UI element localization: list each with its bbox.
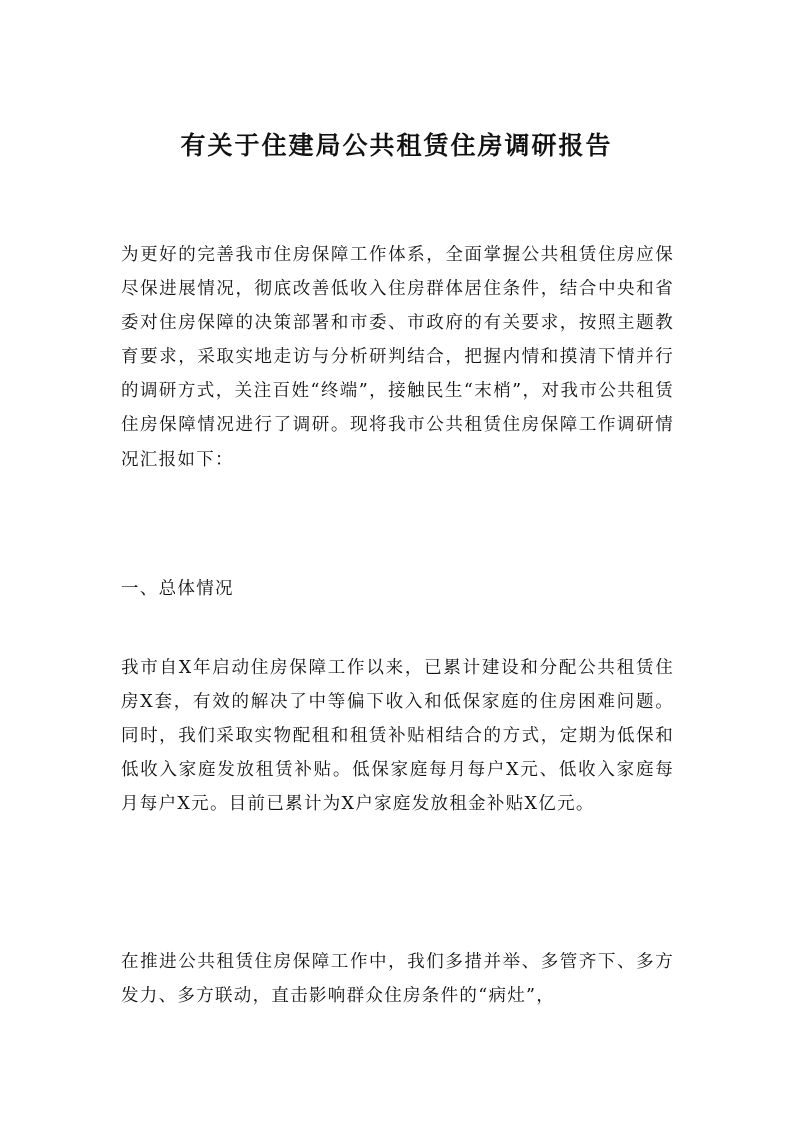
document-title: 有关于住建局公共租赁住房调研报告 (180, 131, 613, 160)
section-heading: 一、总体情况 (121, 579, 234, 599)
intro-paragraph: 为更好的完善我市住房保障工作体系，全面掌握公共租赁住房应保尽保进展情况，彻底改善低收入住房群体居住条件，结合中央和省委对住房保障的决策部署和市委、市政府的有关要求，按照主题教育要求，采取实地走访与分析研判结合，把握内情和摸清下情并行的调研方式，关注百姓“终端”，接触民生“末梢”，对我市公共租赁住房保障情况进行了调研。现将我市公共租赁住房保障工作调研情况汇报如下： (121, 245, 674, 470)
overview-paragraph: 我市自X年启动住房保障工作以来，已累计建设和分配公共租赁住房X套，有效的解决了中等偏下收入和低保家庭的住房困难问题。同时，我们采取实物配租和租赁补贴相结合的方式，定期为低保和低收入家庭发放租赁补贴。低保家庭每月每户X元、低收入家庭每月每户X元。目前已累计为X户家庭发放租金补贴X亿元。 (121, 658, 674, 815)
measures-paragraph: 在推进公共租赁住房保障工作中，我们多措并举、多管齐下、多方发力、多方联动，直击影响群众住房条件的“病灶”， (121, 952, 674, 1007)
